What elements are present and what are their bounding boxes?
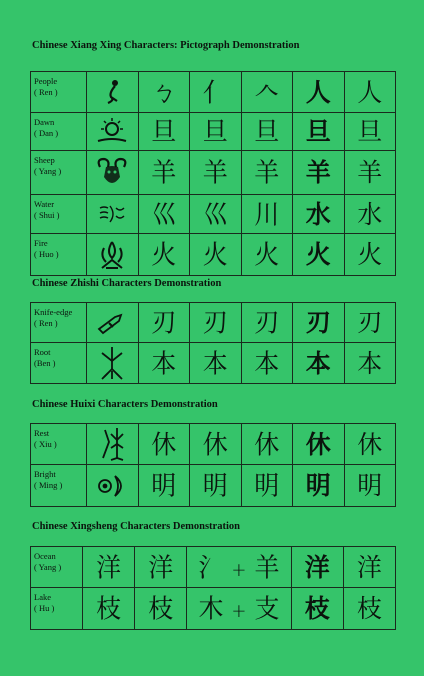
glyph-cell: 旦 — [293, 113, 345, 151]
table-row — [31, 72, 396, 113]
row-label: Rest ( Xiu ) — [31, 424, 87, 465]
person-tree-pictograph-icon — [87, 424, 139, 465]
glyph-cell: 水 — [344, 195, 396, 234]
tree-root-pictograph-icon — [87, 343, 139, 384]
person-pictograph-icon — [87, 72, 139, 113]
glyph-cell: 羊 — [138, 151, 190, 195]
glyph-cell: 休 — [138, 424, 190, 465]
table-row — [31, 547, 396, 588]
water-flow-pictograph-icon — [87, 195, 139, 234]
ram-head-pictograph-icon — [87, 151, 139, 195]
table-row — [31, 234, 396, 276]
glyph-cell: 明 — [241, 465, 293, 507]
row-label: Lake ( Hu ) — [31, 588, 83, 630]
glyph-cell: 水 — [293, 195, 345, 234]
plus-sign: + — [231, 600, 247, 623]
glyph-cell: 洋 — [343, 547, 395, 588]
table-row — [31, 424, 396, 465]
glyph-cell: 刃 — [241, 303, 293, 343]
glyph-cell: 明 — [344, 465, 396, 507]
glyph-cell: 枝 — [343, 588, 395, 630]
glyph-cell: 羊 — [241, 151, 293, 195]
sun-moon-pictograph-icon — [87, 465, 139, 507]
glyph-cell: 枝 — [135, 588, 187, 630]
glyph-cell: 火 — [344, 234, 396, 276]
glyph-cell: 洋 — [291, 547, 343, 588]
row-label: People ( Ren ) — [31, 72, 87, 113]
row-label: Bright ( Ming ) — [31, 465, 87, 507]
knife-pictograph-icon — [87, 303, 139, 343]
row-label: Water ( Shui ) — [31, 195, 87, 234]
glyph-cell: 火 — [138, 234, 190, 276]
glyph-cell: 刃 — [190, 303, 242, 343]
table-row — [31, 113, 396, 151]
glyph-cell: ㄅ — [138, 72, 190, 113]
row-label: Ocean ( Yang ) — [31, 547, 83, 588]
glyph-cell: 洋 — [135, 547, 187, 588]
table-row — [31, 465, 396, 507]
section-title-huixi: Chinese Huixi Characters Demonstration — [32, 399, 218, 410]
glyph-cell: 本 — [241, 343, 293, 384]
glyph-cell: 明 — [190, 465, 242, 507]
zhishi-table — [30, 302, 396, 384]
composition-cell: 氵 + 羊 — [187, 547, 291, 588]
glyph-cell: 羊 — [293, 151, 345, 195]
glyph-cell: 火 — [293, 234, 345, 276]
section-title-zhishi: Chinese Zhishi Characters Demonstration — [32, 278, 222, 289]
table-row — [31, 303, 396, 343]
section-title-xingsheng: Chinese Xingsheng Characters Demonstration — [32, 521, 240, 532]
glyph-cell: 枝 — [291, 588, 343, 630]
glyph-cell: 𠆢 — [241, 72, 293, 113]
row-label: Root (Ben ) — [31, 343, 87, 384]
glyph-cell: 亻 — [190, 72, 242, 113]
section-title-xiangxing: Chinese Xiang Xing Characters: Pictograph Demonstration — [32, 40, 300, 51]
glyph-cell: 休 — [190, 424, 242, 465]
sun-horizon-pictograph-icon — [87, 113, 139, 151]
glyph-cell: 刃 — [293, 303, 345, 343]
row-label: Sheep ( Yang ) — [31, 151, 87, 195]
glyph-cell: 羊 — [190, 151, 242, 195]
glyph-cell: 巛 — [138, 195, 190, 234]
glyph-cell: 休 — [241, 424, 293, 465]
glyph-cell: 休 — [344, 424, 396, 465]
glyph-cell: 本 — [293, 343, 345, 384]
table-row — [31, 588, 396, 630]
glyph-cell: 本 — [344, 343, 396, 384]
row-label: Knife-edge ( Ren ) — [31, 303, 87, 343]
glyph-cell: 羊 — [344, 151, 396, 195]
table-row — [31, 343, 396, 384]
xingsheng-table — [30, 546, 396, 630]
glyph-cell: 人 — [293, 72, 345, 113]
glyph-cell: 刃 — [138, 303, 190, 343]
glyph-cell: 刃 — [344, 303, 396, 343]
glyph-cell: 枝 — [83, 588, 135, 630]
glyph-cell: 旦 — [138, 113, 190, 151]
row-label: Fire ( Huo ) — [31, 234, 87, 276]
pictograph-table — [30, 71, 396, 276]
glyph-cell: 明 — [138, 465, 190, 507]
glyph-cell: 火 — [241, 234, 293, 276]
glyph-cell: 本 — [138, 343, 190, 384]
glyph-cell: 旦 — [241, 113, 293, 151]
huixi-table — [30, 423, 396, 507]
glyph-cell: 川 — [241, 195, 293, 234]
glyph-cell: 旦 — [344, 113, 396, 151]
glyph-cell: 明 — [293, 465, 345, 507]
flame-pictograph-icon — [87, 234, 139, 276]
glyph-cell: 巛 — [190, 195, 242, 234]
glyph-cell: 旦 — [190, 113, 242, 151]
table-row — [31, 195, 396, 234]
table-row — [31, 151, 396, 195]
glyph-cell: 本 — [190, 343, 242, 384]
composition-cell: 木 + 支 — [187, 588, 291, 630]
glyph-cell: 火 — [190, 234, 242, 276]
glyph-cell: 洋 — [83, 547, 135, 588]
plus-sign: + — [231, 558, 247, 581]
glyph-cell: 休 — [293, 424, 345, 465]
row-label: Dawn ( Dan ) — [31, 113, 87, 151]
glyph-cell: 人 — [344, 72, 396, 113]
